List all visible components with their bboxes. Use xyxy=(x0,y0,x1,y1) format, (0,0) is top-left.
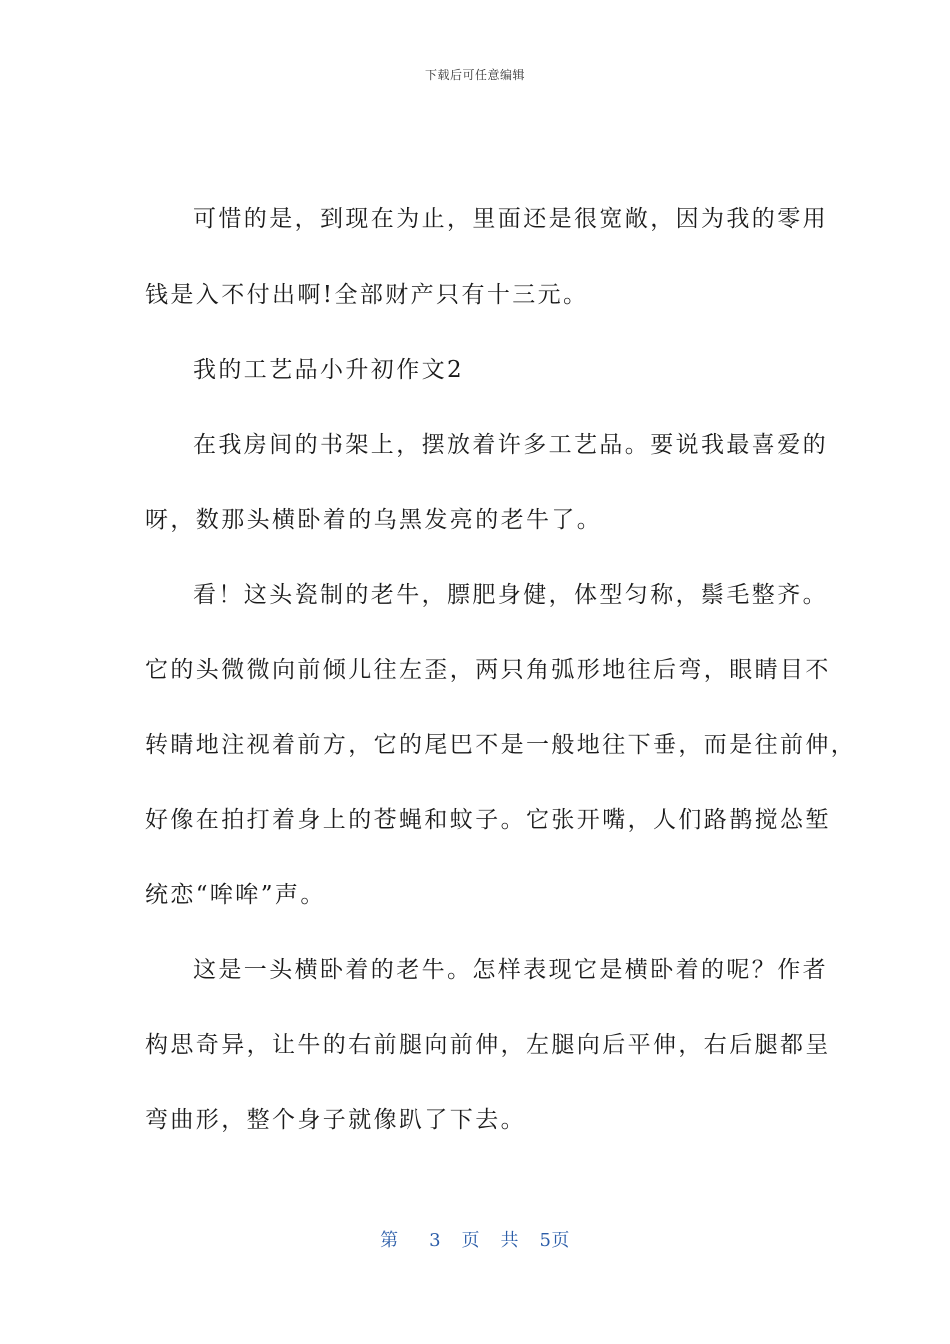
text-line: 转睛地注视着前方，它的尾巴不是一般地往下垂，而是往前伸， xyxy=(145,732,857,758)
text-line: 钱是入不付出啊!全部财产只有十三元。 xyxy=(145,282,589,308)
current-page-number: 3 xyxy=(429,1230,442,1251)
total-pages: 5页 xyxy=(539,1230,570,1251)
text-line: 好像在拍打着身上的苍蝇和蚊子。它张开嘴，人们路鹊搅怂堑 xyxy=(145,807,831,833)
text-line: 可惜的是，到现在为止，里面还是很宽敞，因为我的零用 xyxy=(193,206,828,232)
text-line: 它的头微微向前倾儿往左歪，两只角弧形地往后弯，眼睛目不 xyxy=(145,657,831,683)
text-line: 看！这头瓷制的老牛，膘肥身健，体型匀称，鬃毛整齐。 xyxy=(193,582,828,608)
text-line: 弯曲形，整个身子就像趴了下去。 xyxy=(145,1107,526,1133)
text-line: 统恋“哞哞”声。 xyxy=(145,882,326,908)
page-number-footer xyxy=(0,1226,950,1252)
footer-label-ye: 页 xyxy=(461,1230,480,1251)
text-line: 在我房间的书架上，摆放着许多工艺品。要说我最喜爱的 xyxy=(193,432,828,458)
text-line: 构思奇异，让牛的右前腿向前伸，左腿向后平伸，右后腿都呈 xyxy=(145,1032,831,1058)
footer-label-di: 第 xyxy=(380,1230,399,1251)
footer-label-gong: 共 xyxy=(500,1230,519,1251)
text-line: 这是一头横卧着的老牛。怎样表现它是横卧着的呢？作者 xyxy=(193,957,828,983)
text-line: 呀，数那头横卧着的乌黑发亮的老牛了。 xyxy=(145,507,603,533)
section-title: 我的工艺品小升初作文2 xyxy=(193,357,465,383)
page-header: 下载后可任意编辑 xyxy=(424,68,525,82)
